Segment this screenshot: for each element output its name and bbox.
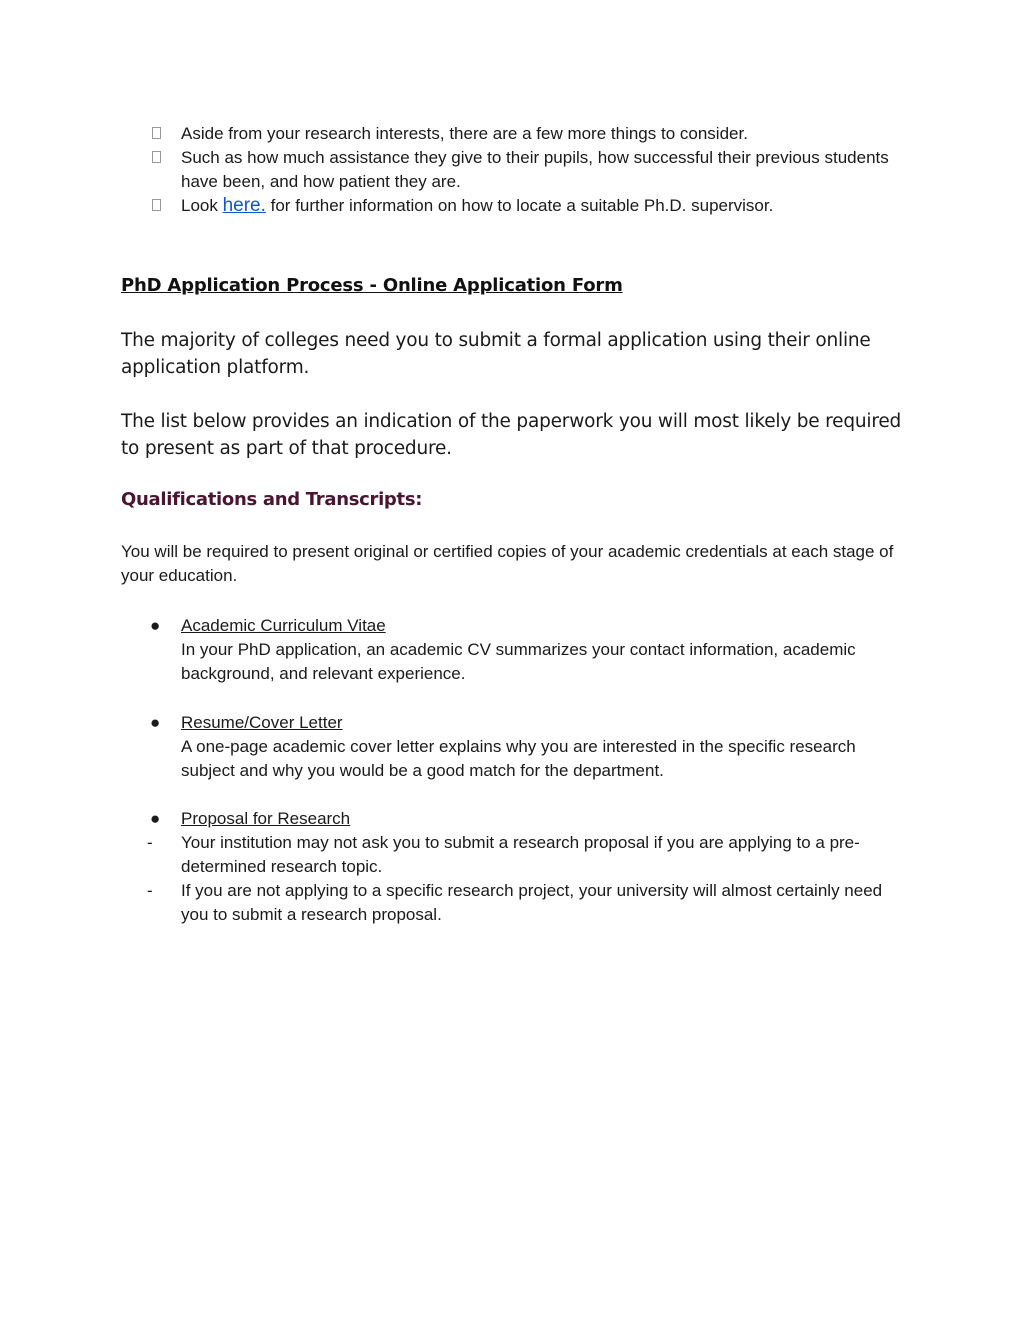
cover-letter-title: Resume/Cover Letter <box>181 713 343 732</box>
qualifications-heading: Qualifications and Transcripts: <box>121 489 423 510</box>
dash-bullet-icon: - <box>147 833 153 852</box>
tip-look-suffix: for further information on how to locate a suitable Ph.D. supervisor. <box>265 196 774 215</box>
tip-look-prefix: Look <box>181 196 223 215</box>
proposal-title: Proposal for Research <box>181 809 351 828</box>
list-item <box>152 146 912 194</box>
intro-paragraph: The majority of colleges need you to submit a formal application using their online application platform. <box>121 330 871 378</box>
bullet-dot-icon: ● <box>150 809 161 828</box>
cv-text: In your PhD application, an academic CV summarizes your contact information, academic background, and relevant experience. <box>181 640 856 683</box>
tip-text: Aside from your research interests, there are a few more things to consider. <box>181 124 748 143</box>
qualifications-intro: You will be required to present original or certified copies of your academic credentials at each stage of your education. <box>121 542 894 585</box>
list-item <box>121 711 911 783</box>
supervisor-tips-list <box>152 122 912 218</box>
checkbox-bullet-icon <box>152 151 161 163</box>
checkbox-bullet-icon <box>152 127 161 139</box>
list-item <box>121 614 911 686</box>
proposal-point: Your institution may not ask you to submit a research proposal if you are applying to a pre-determined research topic. <box>181 833 860 876</box>
here-link[interactable]: here. <box>222 195 266 216</box>
list-item <box>121 879 911 927</box>
cover-letter-text: A one-page academic cover letter explains why you are interested in the specific research subject and why you would be a good match for the department. <box>181 737 856 780</box>
list-item <box>121 831 911 879</box>
proposal-point: If you are not applying to a specific research project, your university will almost certainly need you to submit a research proposal. <box>181 881 883 924</box>
cv-item <box>121 614 911 686</box>
list-item <box>152 194 912 218</box>
checkbox-bullet-icon <box>152 199 161 211</box>
list-item <box>152 122 912 146</box>
bullet-dot-icon: ● <box>150 616 161 635</box>
cv-title: Academic Curriculum Vitae <box>181 616 386 635</box>
dash-bullet-icon: - <box>147 881 153 900</box>
cover-letter-item <box>121 711 911 783</box>
proposal-item <box>121 807 911 927</box>
section-heading: PhD Application Process - Online Application Form <box>121 275 623 296</box>
bullet-dot-icon: ● <box>150 713 161 732</box>
paperwork-paragraph: The list below provides an indication of the paperwork you will most likely be required to present as part of that procedure. <box>121 411 902 459</box>
list-item <box>121 807 911 831</box>
tip-text: Such as how much assistance they give to their pupils, how successful their previous students have been, and how patient they are. <box>181 148 889 191</box>
